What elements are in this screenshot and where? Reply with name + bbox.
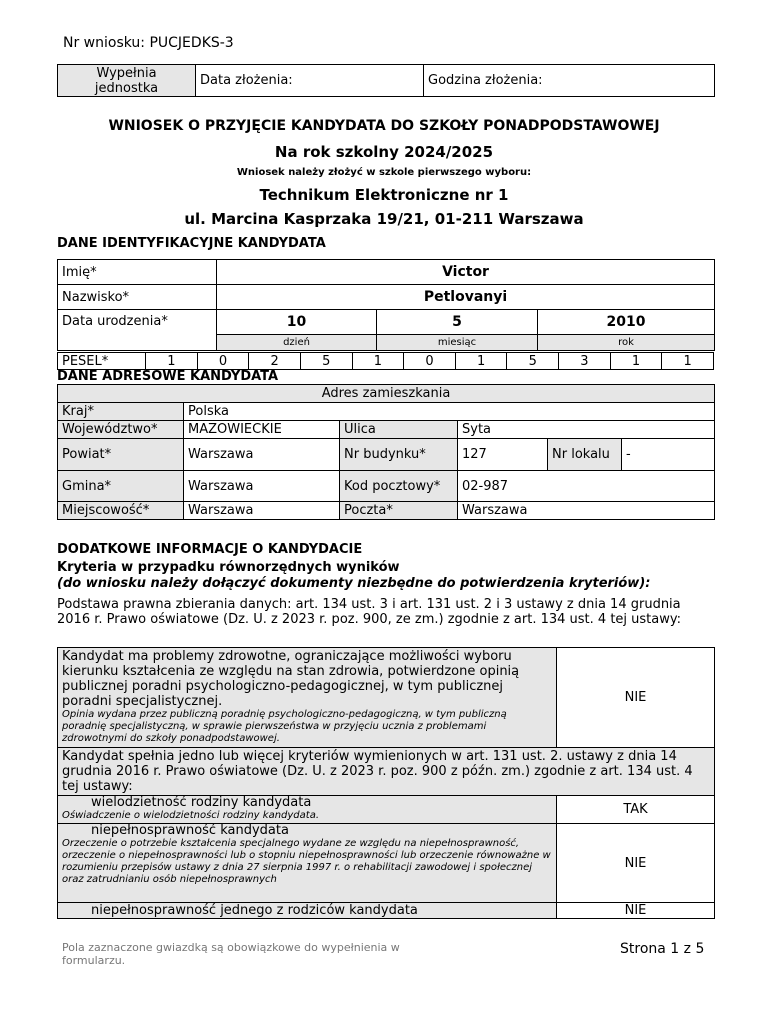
large-family-text: wielodzietność rodziny kandydata: [91, 795, 312, 810]
submission-date-field[interactable]: Data złożenia:: [196, 65, 424, 97]
submission-note: Wniosek należy złożyć w szkole pierwszego wyboru:: [236, 167, 532, 178]
commune-label: Gmina*: [58, 471, 184, 502]
submission-time-field[interactable]: Godzina złożenia:: [424, 65, 715, 97]
additional-heading: DODATKOWE INFORMACJE O KANDYDACIE: [57, 542, 363, 557]
school-year: Na rok szkolny 2024/2025: [274, 143, 494, 161]
voivodeship-field[interactable]: MAZOWIECKIE: [184, 421, 340, 439]
disability-note: Orzeczenie o potrzebie kształcenia specjalnego wydane ze względu na niepełnosprawność, orzeczenie o niepełnosprawności lub o stopniu niepełnosprawności lub orzeczenie równoważne w rozumieniu przepisów ustawy z dnia 27 sierpnia 1997 r. o rehabilitacji zawodowej i społecznej oraz zatrudnianiu osób niepełnosprawnych: [62, 838, 551, 885]
residence-subheading: Adres zamieszkania: [58, 385, 715, 403]
pesel-digit[interactable]: 0: [197, 353, 249, 370]
voivodeship-label: Województwo*: [58, 421, 184, 439]
commune-field[interactable]: Warszawa: [184, 471, 340, 502]
postal-code-field[interactable]: 02-987: [458, 471, 715, 502]
school-address: ul. Marcina Kasprzaka 19/21, 01-211 Warszawa: [184, 210, 584, 228]
pesel-digit[interactable]: 3: [559, 353, 611, 370]
pesel-digit[interactable]: 2: [249, 353, 301, 370]
address-heading: DANE ADRESOWE KANDYDATA: [57, 369, 279, 384]
pesel-digit[interactable]: 1: [146, 353, 198, 370]
form-title: WNIOSEK O PRZYJĘCIE KANDYDATA DO SZKOŁY PONADPODSTAWOWEJ: [108, 118, 660, 134]
application-number: Nr wniosku: PUCJEDKS-3: [63, 35, 234, 51]
street-field[interactable]: Syta: [458, 421, 715, 439]
locality-label: Miejscowość*: [58, 502, 184, 520]
large-family-criterion: [58, 796, 557, 824]
birth-day-field[interactable]: 10: [217, 310, 377, 335]
pesel-label: PESEL*: [58, 353, 146, 370]
large-family-value[interactable]: TAK: [557, 796, 715, 824]
first-name-label: Imię*: [58, 260, 217, 285]
year-caption: rok: [538, 335, 715, 351]
month-caption: miesiąc: [377, 335, 538, 351]
building-field[interactable]: 127: [458, 439, 548, 471]
identity-table: [57, 259, 715, 351]
pesel-digit[interactable]: 1: [455, 353, 507, 370]
pesel-digit[interactable]: 1: [352, 353, 404, 370]
last-name-label: Nazwisko*: [58, 285, 217, 310]
health-value[interactable]: NIE: [557, 648, 715, 748]
page-number: Strona 1 z 5: [620, 941, 705, 957]
health-note: Opinia wydana przez publiczną poradnię psychologiczno-pedagogiczną, w tym publiczną poradnię specjalistyczną, w sprawie pierwszeństwa w przyjęciu ucznia z problemami zdrowotnymi do szkoły ponadpodstawowej.: [62, 709, 507, 744]
street-label: Ulica: [340, 421, 458, 439]
address-table: [57, 384, 715, 520]
criteria-note: (do wniosku należy dołączyć dokumenty niezbędne do potwierdzenia kryteriów):: [57, 576, 651, 591]
country-field[interactable]: Polska: [184, 403, 715, 421]
parent-disability-value[interactable]: NIE: [557, 903, 715, 919]
pesel-digit[interactable]: 0: [404, 353, 456, 370]
office-use-table: [57, 64, 715, 97]
pesel-digit[interactable]: 5: [300, 353, 352, 370]
county-label: Powiat*: [58, 439, 184, 471]
locality-field[interactable]: Warszawa: [184, 502, 340, 520]
apartment-field[interactable]: -: [622, 439, 715, 471]
birth-year-field[interactable]: 2010: [538, 310, 715, 335]
county-field[interactable]: Warszawa: [184, 439, 340, 471]
criteria-table: [57, 647, 715, 919]
birth-date-label: Data urodzenia*: [58, 310, 217, 351]
pesel-digit[interactable]: 1: [662, 353, 714, 370]
country-label: Kraj*: [58, 403, 184, 421]
parent-disability-criterion: niepełnosprawność jednego z rodziców kandydata: [58, 903, 557, 919]
legal-basis: Podstawa prawna zbierania danych: art. 134 ust. 3 i art. 131 ust. 2 i 3 ustawy z dnia 14 grudnia 2016 r. Prawo oświatowe (Dz. U. z 2023 r. poz. 900, ze zm.) zgodnie z art. 134 ust. 4 tej ustawy:: [57, 597, 681, 627]
identity-heading: DANE IDENTYFIKACYJNE KANDYDATA: [57, 236, 326, 251]
building-label: Nr budynku*: [340, 439, 458, 471]
post-office-label: Poczta*: [340, 502, 458, 520]
first-name-field[interactable]: Victor: [217, 260, 715, 285]
disability-value[interactable]: NIE: [557, 824, 715, 903]
pesel-digit[interactable]: 5: [507, 353, 559, 370]
footer-note: Pola zaznaczone gwiazdką są obowiązkowe do wypełnienia w formularzu.: [62, 941, 400, 967]
school-name: Technikum Elektroniczne nr 1: [259, 186, 509, 204]
birth-month-field[interactable]: 5: [377, 310, 538, 335]
criteria-heading: Kryteria w przypadku równorzędnych wyników: [57, 560, 400, 575]
health-text: Kandydat ma problemy zdrowotne, ograniczające możliwości wyboru kierunku kształcenia ze względu na stan zdrowia, potwierdzone opinią publicznej poradni psychologiczno-pedagogicznej, w tym publicznej poradni specjalistycznej.: [62, 649, 520, 709]
last-name-field[interactable]: Petlovanyi: [217, 285, 715, 310]
disability-text: niepełnosprawność kandydata: [91, 823, 289, 838]
disability-criterion: [58, 824, 557, 903]
day-caption: dzień: [217, 335, 377, 351]
criteria-intro: Kandydat spełnia jedno lub więcej kryteriów wymienionych w art. 131 ust. 2. ustawy z dnia 14 grudnia 2016 r. Prawo oświatowe (Dz. U. z 2023 r. poz. 900 z późn. zm.) zgodnie z art. 134 ust. 4 tej ustawy:: [58, 748, 715, 796]
pesel-digit[interactable]: 1: [610, 353, 662, 370]
apartment-label: Nr lokalu: [548, 439, 622, 471]
health-criterion: [58, 648, 557, 748]
postal-code-label: Kod pocztowy*: [340, 471, 458, 502]
pesel-table: [57, 352, 714, 370]
post-office-field[interactable]: Warszawa: [458, 502, 715, 520]
filled-by-label: Wypełnia jednostka: [58, 65, 196, 97]
large-family-note: Oświadczenie o wielodzietności rodziny kandydata.: [62, 810, 319, 821]
